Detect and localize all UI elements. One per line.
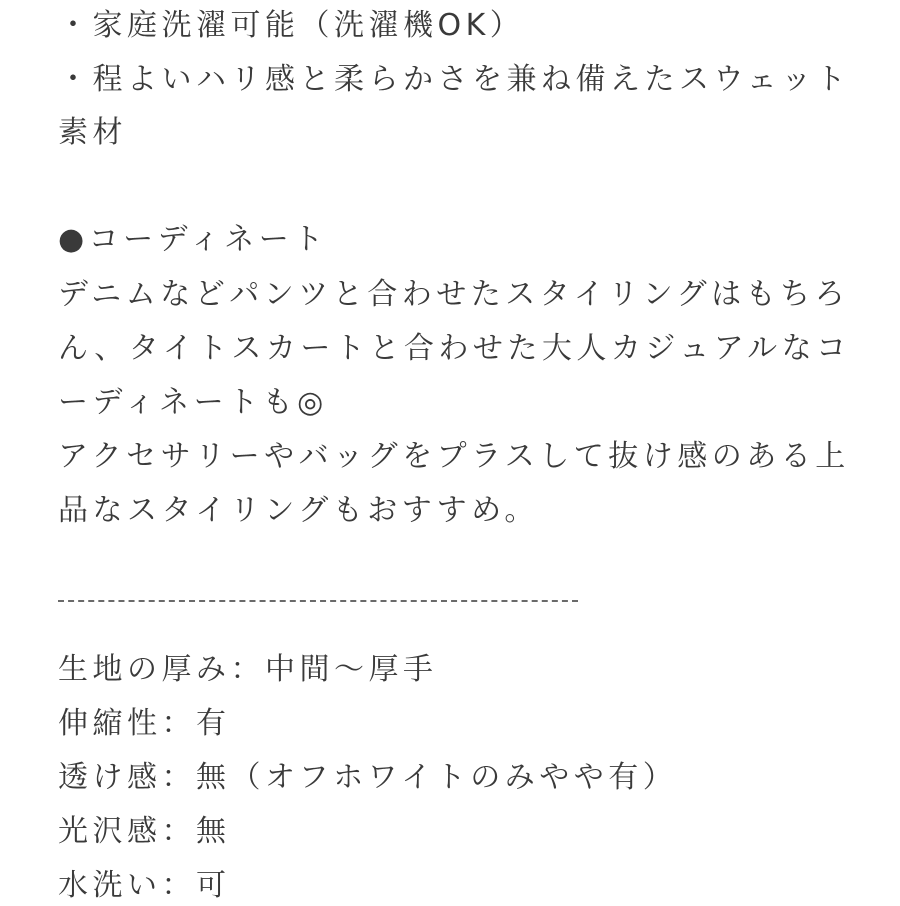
coordinate-text-line-5: 品なスタイリングもおすすめ。: [58, 493, 539, 528]
spec-gloss: 光沢感：無: [58, 814, 231, 849]
spec-stretch: 伸縮性：有: [58, 706, 231, 741]
coordinate-text-line-4: アクセサリーやバッグをプラスして抜け感のある上: [58, 439, 850, 474]
feature-material-line-1: ・程よいハリ感と柔らかさを兼ね備えたスウェット: [58, 62, 851, 97]
section-divider: [58, 600, 578, 602]
feature-material-line-2: 素材: [58, 115, 127, 150]
spec-transparency: 透け感：無（オフホワイトのみやや有）: [58, 760, 678, 795]
coordinate-heading: ●コーディネート: [58, 222, 328, 257]
spec-washable: 水洗い：可: [58, 868, 231, 903]
feature-washable: ・家庭洗濯可能（洗濯機OK）: [58, 8, 525, 43]
coordinate-text-line-2: ん、タイトスカートと合わせた大人カジュアルなコ: [58, 331, 851, 366]
spec-thickness: 生地の厚み：中間〜厚手: [58, 652, 438, 687]
coordinate-text-line-1: デニムなどパンツと合わせたスタイリングはもちろ: [58, 277, 850, 312]
coordinate-text-line-3: ーディネートも◎: [58, 385, 328, 420]
